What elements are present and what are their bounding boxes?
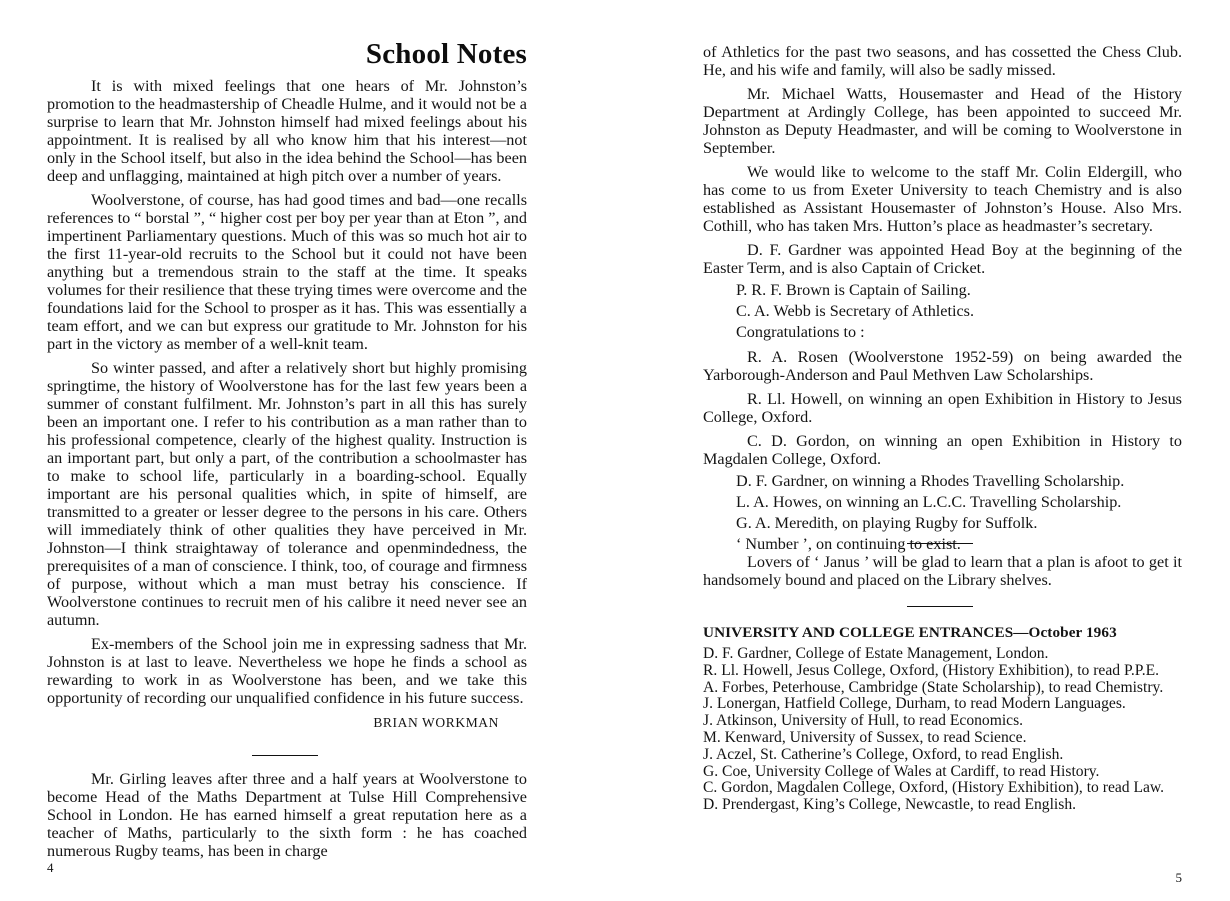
paragraph-farewell: Ex-members of the School join me in expressing sadness that Mr. Johnston is at last to leave. Nevertheless we hope he finds a school as rewarding to work in as Woolverstone has been, and we take this opportunity of recording our unqualified confidence in his future success. bbox=[47, 635, 527, 707]
entrance-item: D. F. Gardner, College of Estate Management, London. bbox=[703, 645, 1049, 662]
captain-item: C. A. Webb is Secretary of Athletics. bbox=[736, 302, 975, 320]
congratulation-item: D. F. Gardner, on winning a Rhodes Travelling Scholarship. bbox=[736, 472, 1125, 490]
paragraph-eldergill: We would like to welcome to the staff Mr. Colin Eldergill, who has come to us from Exeter University to teach Chemistry and is also established as Assistant Housemaster of Johnston’s House. Also Mrs. Cothill, who has taken Mrs. Hutton’s place as headmaster’s secretary. bbox=[703, 163, 1182, 235]
captain-item: P. R. F. Brown is Captain of Sailing. bbox=[736, 281, 971, 299]
left-page bbox=[47, 0, 527, 901]
congratulation-item: R. Ll. Howell, on winning an open Exhibition in History to Jesus College, Oxford. bbox=[703, 390, 1182, 426]
entrance-item: J. Lonergan, Hatfield College, Durham, to read Modern Languages. bbox=[703, 695, 1126, 713]
page-title: School Notes bbox=[365, 38, 527, 70]
page-number: 5 bbox=[1175, 870, 1182, 885]
entrance-item: M. Kenward, University of Sussex, to read Science. bbox=[703, 728, 1027, 746]
paragraph-history: Woolverstone, of course, has had good times and bad—one recalls references to “ borstal ”, “ higher cost per boy per year than at Eton ”, and impertinent Parliamentary questions. Much of this was so much hot air to the first 11-year-old recruits to the School but it could not have been anything but a tremendous strain to the staff at the time. It speaks volumes for their resilience that these trying times were overcome and the foundations laid for the School to prosper as it has. This was essentially a team effort, and we can but express our gratitude to Mr. Johnston for his part in the victory as member of a well-knit team. bbox=[47, 191, 527, 353]
staff-notes bbox=[703, 43, 1182, 555]
paragraph-fulfilment: So winter passed, and after a relatively short but highly promising springtime, the history of Woolverstone has for the last few years been a summer of constant fulfilment. Mr. Johnston’s part in all this has surely been an important one. I refer to his contribution as a man rather than to his professional competence, clearly of the highest quality. Instruction is an important part, but only a part, of the contribution a schoolmaster has to make to school life, particularly in a boarding-school. Equally important are his personal qualities which, in spite of himself, are transmitted to a greater or lesser degree to the persons in his care. Others will immediately think of other qualities they have perceived in Mr. Johnston—I think straightaway of tolerance and openmindedness, the prerequisites of a man of conscience. I think, too, of courage and firmness of purpose, without which a man must betray his conscience. If Woolverstone continues to recruit men of his calibre it need never see an autumn. bbox=[47, 359, 527, 629]
congratulation-item: R. A. Rosen (Woolverstone 1952-59) on being awarded the Yarborough-Anderson and Paul Methven Law Scholarships. bbox=[703, 348, 1182, 384]
janus-note bbox=[703, 553, 1182, 589]
paragraph-watts: Mr. Michael Watts, Housemaster and Head of the History Department at Ardingly College, has been appointed to succeed Mr. Johnston as Deputy Headmaster, and will be coming to Woolverstone in September. bbox=[703, 85, 1182, 157]
entrance-item: D. Prendergast, King’s College, Newcastle, to read English. bbox=[703, 796, 1077, 814]
entrance-item: G. Coe, University College of Wales at Cardiff, to read History. bbox=[703, 762, 1100, 780]
congratulation-item: G. A. Meredith, on playing Rugby for Suffolk. bbox=[736, 514, 1038, 532]
paragraph-continuation: of Athletics for the past two seasons, and has cossetted the Chess Club. He, and his wife and family, will also be sadly missed. bbox=[703, 43, 1182, 79]
congratulation-item: ‘ Number ’, on continuing to exist. bbox=[736, 535, 961, 553]
page-number: 4 bbox=[47, 860, 54, 875]
paragraph-promotion: It is with mixed feelings that one hears of Mr. Johnston’s promotion to the headmastership of Cheadle Hulme, and it would not be a surprise to learn that Mr. Johnston himself had mixed feelings about his appointment. It is realised by all who know him that his interest—not only in the School itself, but also in the idea behind the School—has been deep and unflagging, maintained at high pitch over a number of years. bbox=[47, 77, 527, 185]
congratulations-heading: Congratulations to : bbox=[736, 323, 865, 341]
article-body bbox=[47, 77, 527, 731]
paragraph-janus: Lovers of ‘ Janus ’ will be glad to learn that a plan is afoot to get it handsomely bound and placed on the Library shelves. bbox=[703, 553, 1182, 589]
section-divider bbox=[907, 606, 973, 607]
entrance-item: J. Aczel, St. Catherine’s College, Oxford, to read English. bbox=[703, 745, 1064, 763]
entrance-item: A. Forbes, Peterhouse, Cambridge (State Scholarship), to read Chemistry. bbox=[703, 678, 1164, 696]
entrance-item: C. Gordon, Magdalen College, Oxford, (History Exhibition), to read Law. bbox=[703, 779, 1165, 797]
author-signature: BRIAN WORKMAN bbox=[373, 715, 499, 730]
congratulation-item: L. A. Howes, on winning an L.C.C. Travelling Scholarship. bbox=[736, 493, 1122, 511]
section-divider bbox=[252, 755, 318, 756]
congratulation-item: C. D. Gordon, on winning an open Exhibition in History to Magdalen College, Oxford. bbox=[703, 432, 1182, 468]
section-divider bbox=[907, 543, 973, 544]
entrances-section bbox=[703, 624, 1182, 814]
entrance-item: J. Atkinson, University of Hull, to read Economics. bbox=[703, 712, 1024, 730]
entrance-item: R. Ll. Howell, Jesus College, Oxford, (History Exhibition), to read P.P.E. bbox=[703, 661, 1160, 679]
entrances-list bbox=[703, 646, 1182, 814]
girling-note bbox=[47, 770, 527, 860]
paragraph-head-boy: D. F. Gardner was appointed Head Boy at the beginning of the Easter Term, and is also Captain of Cricket. bbox=[703, 241, 1182, 277]
entrances-heading: UNIVERSITY AND COLLEGE ENTRANCES—October 1963 bbox=[703, 624, 1117, 641]
captains-list bbox=[703, 280, 1182, 343]
right-page bbox=[703, 0, 1182, 901]
paragraph-girling: Mr. Girling leaves after three and a half years at Woolverstone to become Head of the Maths Department at Tulse Hill Comprehensive School in London. He has earned himself a great reputation here as a teacher of Maths, particularly to the sixth form : he has coached numerous Rugby teams, has been in charge bbox=[47, 770, 527, 860]
